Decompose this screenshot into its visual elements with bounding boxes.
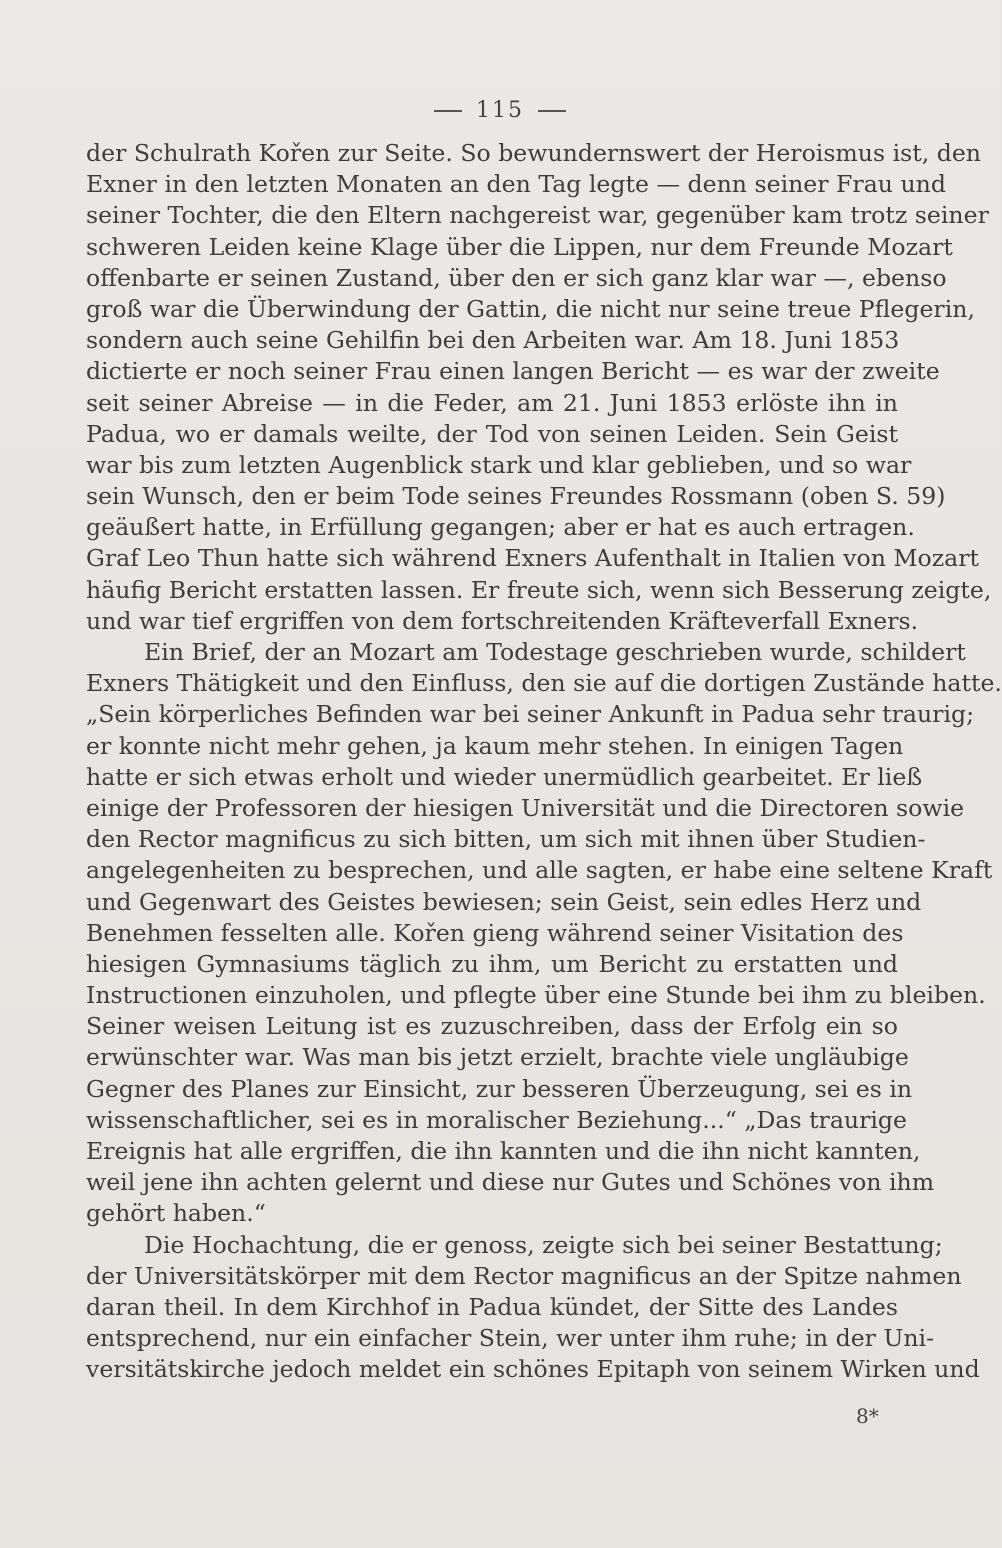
text-line: seit seiner Abreise — in die Feder, am 21. Juni 1853 erlöste ihn in [86, 388, 898, 417]
text-line: Benehmen fesselten alle. Kořen gieng während seiner Visitation des [86, 918, 904, 947]
signature-mark: 8* [856, 1404, 879, 1428]
text-line: der Schulrath Kořen zur Seite. So bewundernswert der Heroismus ist, den [86, 139, 982, 167]
text-line: Exner in den letzten Monaten an den Tag legte — denn seiner Frau und [86, 170, 946, 199]
text-line: offenbarte er seinen Zustand, über den er sich ganz klar war —, ebenso [86, 263, 947, 292]
text-line: angelegenheiten zu besprechen, und alle sagten, er habe eine seltene Kraft [86, 856, 993, 885]
text-line: groß war die Überwindung der Gattin, die nicht nur seine treue Pflegerin, [86, 294, 975, 323]
page-number [0, 98, 1000, 123]
text-line: einige der Professoren der hiesigen Universität und die Directoren sowie [86, 793, 965, 822]
text-line: Die Hochachtung, die er genoss, zeigte sich bei seiner Bestattung; [144, 1230, 943, 1259]
text-line: entsprechend, nur ein einfacher Stein, wer unter ihm ruhe; in der Uni- [86, 1324, 935, 1353]
text-line: hiesigen Gymnasiums täglich zu ihm, um Bericht zu erstatten und [86, 949, 898, 978]
text-line: er konnte nicht mehr gehen, ja kaum mehr stehen. In einigen Tagen [86, 731, 904, 760]
text-line: den Rector magnificus zu sich bitten, um sich mit ihnen über Studien- [86, 825, 926, 854]
text-line: gehört haben.“ [86, 1199, 266, 1228]
text-line: Graf Leo Thun hatte sich während Exners Aufenthalt in Italien von Mozart [86, 544, 980, 573]
text-line: und war tief ergriffen von dem fortschreitenden Kräfteverfall Exners. [86, 606, 919, 635]
page-number-dash-left [434, 110, 462, 112]
text-line: erwünschter war. Was man bis jetzt erzielt, brachte viele ungläubige [86, 1043, 909, 1072]
text-line: Ein Brief, der an Mozart am Todestage geschrieben wurde, schildert [144, 638, 966, 666]
body-text [86, 138, 1002, 1386]
page-number-value: 115 [476, 98, 524, 123]
text-line: und Gegenwart des Geistes bewiesen; sein Geist, sein edles Herz und [86, 887, 922, 916]
text-line: sondern auch seine Gehilfin bei den Arbeiten war. Am 18. Juni 1853 [86, 326, 900, 355]
text-line: „Sein körperliches Befinden war bei seiner Ankunft in Padua sehr traurig; [86, 700, 975, 729]
text-line: seiner Tochter, die den Eltern nachgereist war, gegenüber kam trotz seiner [86, 201, 989, 230]
text-line: der Universitätskörper mit dem Rector magnificus an der Spitze nahmen [86, 1261, 962, 1290]
text-line: daran theil. In dem Kirchhof in Padua kündet, der Sitte des Landes [86, 1292, 898, 1321]
page-number-dash-right [538, 110, 566, 112]
text-line: sein Wunsch, den er beim Tode seines Freundes Rossmann (oben S. 59) [86, 482, 946, 511]
text-line: weil jene ihn achten gelernt und diese nur Gutes und Schönes von ihm [86, 1168, 935, 1197]
text-line: Seiner weisen Leitung ist es zuzuschreiben, dass der Erfolg ein so [86, 1012, 898, 1041]
text-line: wissenschaftlicher, sei es in moralischer Beziehung...“ „Das traurige [86, 1105, 907, 1134]
text-line: geäußert hatte, in Erfüllung gegangen; aber er hat es auch ertragen. [86, 513, 915, 542]
text-line: versitätskirche jedoch meldet ein schönes Epitaph von seinem Wirken und [86, 1355, 980, 1384]
text-line: dictierte er noch seiner Frau einen langen Bericht — es war der zweite [86, 357, 940, 386]
text-line: häufig Bericht erstatten lassen. Er freute sich, wenn sich Besserung zeigte, [86, 575, 992, 604]
text-line: Ereignis hat alle ergriffen, die ihn kannten und die ihn nicht kannten, [86, 1137, 921, 1165]
text-line: Padua, wo er damals weilte, der Tod von seinen Leiden. Sein Geist [86, 419, 898, 448]
text-line: Exners Thätigkeit und den Einfluss, den sie auf die dortigen Zustände hatte. [86, 669, 1002, 698]
text-line: schweren Leiden keine Klage über die Lippen, nur dem Freunde Mozart [86, 232, 953, 261]
text-line: Instructionen einzuholen, und pflegte über eine Stunde bei ihm zu bleiben. [86, 981, 986, 1010]
text-line: hatte er sich etwas erholt und wieder unermüdlich gearbeitet. Er ließ [86, 762, 923, 791]
text-line: Gegner des Planes zur Einsicht, zur besseren Überzeugung, sei es in [86, 1074, 913, 1103]
text-line: war bis zum letzten Augenblick stark und klar geblieben, und so war [86, 450, 912, 479]
